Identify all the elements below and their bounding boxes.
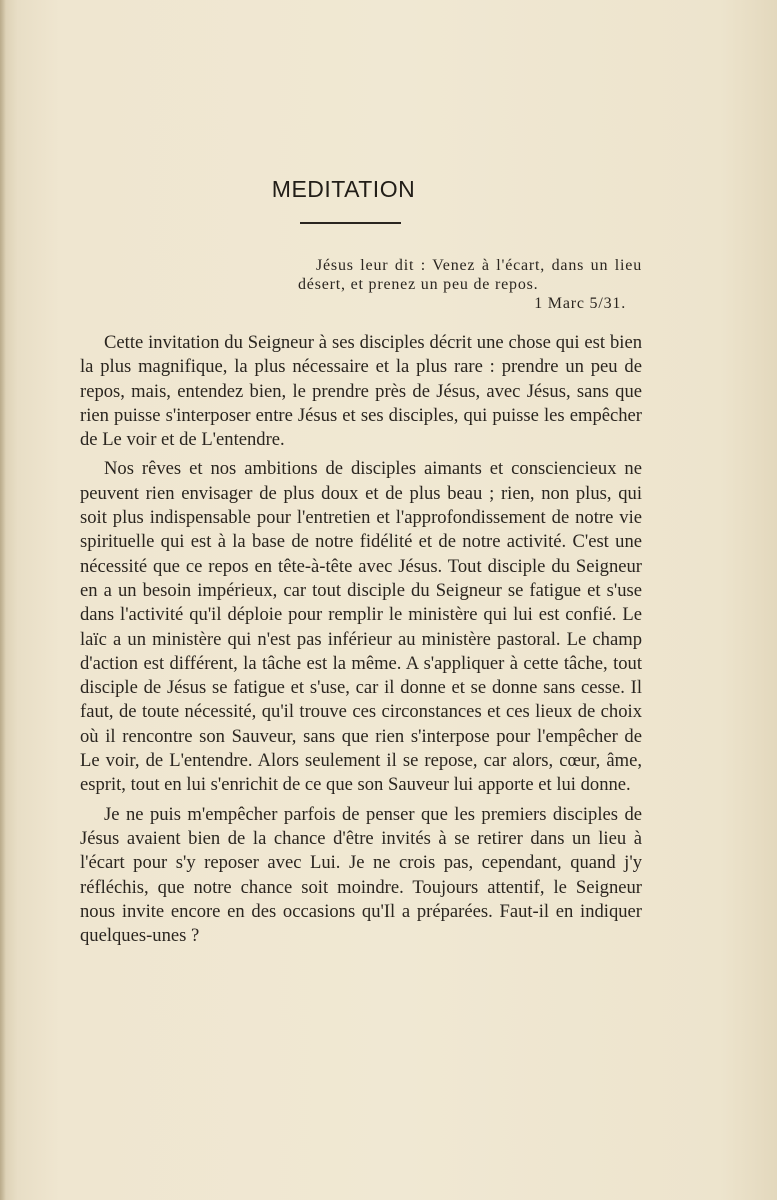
paragraph-2: Nos rêves et nos ambitions de disciples aimants et consciencieux ne peuvent rien envisager de plus doux et de plus beau ; rien, non plus, qui soit plus indispensable pour l'entretien et l'approfondissement de notre vie spirituelle qui est à la base de notre fidélité et de notre activité. C'est une nécessité que ce repos en tête-à-tête avec Jésus. Tout disciple du Seigneur en a un besoin impérieux, car tout disciple du Seigneur se fatigue et s'use dans l'activité qu'il déploie pour remplir le ministère qui lui est confié. Le laïc a un ministère qui n'est pas inférieur au ministère pastoral. Le champ d'action est différent, la tâche est la même. A s'appliquer à cette tâche, tout disciple de Jésus se fatigue et s'use, car il donne et se donne sans cesse. Il faut, de toute nécessité, qu'il trouve ces circonstances et ces lieux de choix où il rencontre son Sauveur, sans que rien s'interpose pour l'empêcher de Le voir, de L'entendre. Alors seulement il se repose, car alors, cœur, âme, esprit, tout en lui s'enrichit de ce que son Sauveur lui apporte et lui donne.	[80, 458, 642, 796]
epigraph-text: Jésus leur dit : Venez à l'écart, dans un lieu désert, et prenez un peu de repos.	[298, 257, 642, 293]
page-title: MEDITATION	[271, 176, 416, 202]
title-rule	[300, 222, 401, 224]
paragraph-3: Je ne puis m'empêcher parfois de penser que les premiers disciples de Jésus avaient bien de la chance d'être invités à se retirer dans un lieu à l'écart pour s'y reposer avec Lui. Je ne crois pas, cependant, quand j'y réfléchis, que notre chance soit moindre. Toujours attentif, le Seigneur nous invite encore en des occasions qu'Il a préparées. Faut-il en indiquer quelques-unes ?	[80, 803, 642, 947]
body-text	[80, 331, 642, 953]
epigraph-reference: 1 Marc 5/31.	[534, 295, 626, 312]
paragraph-1: Cette invitation du Seigneur à ses disciples décrit une chose qui est bien la plus magnifique, la plus nécessaire et la plus rare : prendre un peu de repos, mais, entendez bien, le prendre près de Jésus, avec Jésus, sans que rien puisse s'interposer entre Jésus et ses disciples, qui puisse les empêcher de Le voir et de L'entendre.	[80, 332, 642, 451]
epigraph	[298, 256, 642, 313]
